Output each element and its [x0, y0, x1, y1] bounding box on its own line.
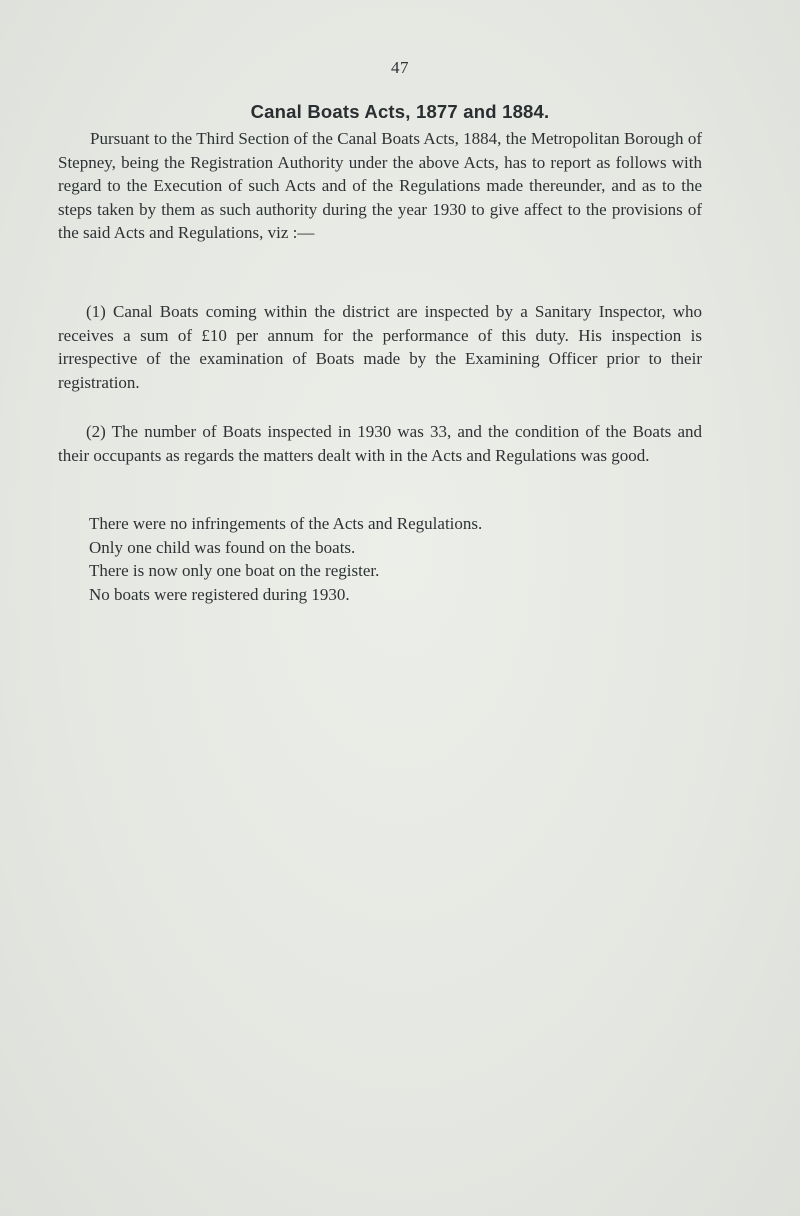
inspection-paragraph: (1) Canal Boats coming within the district are inspected by a Sanitary Inspector, who receives a sum of £10 per annum for the performance of this duty. His inspection is irrespective of the examination of Boats made by the Examining Officer prior to their registration.	[58, 302, 702, 392]
statement-line: There is now only one boat on the register.	[89, 561, 380, 580]
intro-paragraph: Pursuant to the Third Section of the Canal Boats Acts, 1884, the Metropolitan Borough of Stepney, being the Registration Authority under the above Acts, has to report as follows with regard to the Execution of such Acts and of the Regulations made thereunder, and as to the steps taken by them as such authority during the year 1930 to give affect to the provisions of the said Acts and Regulations, viz :—	[58, 129, 702, 242]
page-heading: Canal Boats Acts, 1877 and 1884.	[250, 101, 550, 122]
boats-inspected-paragraph: (2) The number of Boats inspected in 1930 was 33, and the condition of the Boats and their occupants as regards the matters dealt with in the Acts and Regulations was good.	[58, 422, 702, 465]
page-number: 47	[391, 58, 409, 77]
statement-list	[89, 512, 709, 606]
statement-line: Only one child was found on the boats.	[89, 537, 356, 557]
statement-line: There were no infringements of the Acts and Regulations.	[89, 514, 483, 533]
statement-line: No boats were registered during 1930.	[89, 584, 350, 604]
